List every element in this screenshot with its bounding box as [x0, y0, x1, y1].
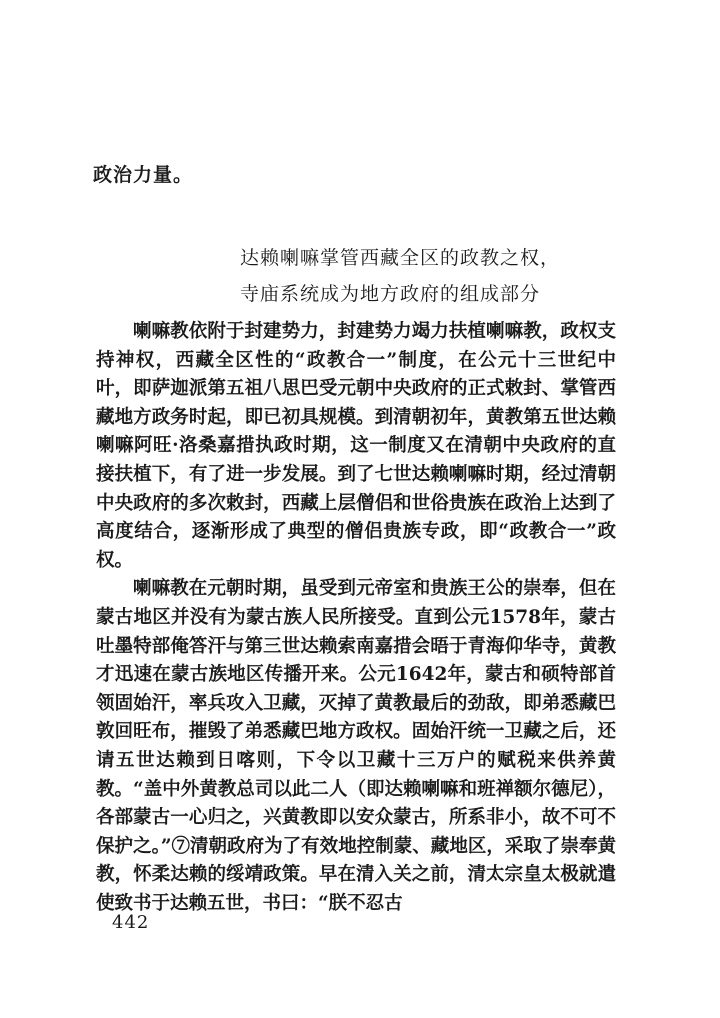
body-text — [96, 318, 616, 918]
lead-line: 政治力量。 — [93, 164, 194, 186]
section-heading-line-2: 寺庙系统成为地方政府的组成部分 — [239, 283, 540, 305]
section-heading-line-1: 达赖喇嘛掌管西藏全区的政教之权， — [239, 247, 560, 269]
page-number: 442 — [112, 912, 150, 933]
paragraph-1: 喇嘛教依附于封建势力，封建势力竭力扶植喇嘛教，政权支持神权，西藏全区性的“政教合一”制度，在公元十三世纪中叶，即萨迦派第五祖八思巴受元朝中央政府的正式敕封、掌管西藏地方政务时起，即已初具规模。到清朝初年，黄教第五世达赖喇嘛阿旺·洛桑嘉措执政时期，这一制度又在清朝中央政府的直接扶植下，有了进一步发展。到了七世达赖喇嘛时期，经过清朝中央政府的多次敕封，西藏上层僧侣和世俗贵族在政治上达到了高度结合，逐渐形成了典型的僧侣贵族专政，即“政教合一”政权。 — [96, 321, 616, 571]
paragraph-2: 喇嘛教在元朝时期，虽受到元帝室和贵族王公的崇奉，但在蒙古地区并没有为蒙古族人民所接受。直到公元1578年，蒙古吐墨特部俺答汗与第三世达赖索南嘉措会晤于青海仰华寺，黄教才迅速在蒙古族地区传播开来。公元1642年，蒙古和硕特部首领固始汗，率兵攻入卫藏，灭掉了黄教最后的劲敌，即弟悉藏巴敦回旺布，摧毁了弟悉藏巴地方政权。固始汗统一卫藏之后，还请五世达赖到日喀则，下令以卫藏十三万户的赋税来供养黄教。“盖中外黄教总司以此二人（即达赖喇嘛和班禅额尔德尼），各部蒙古一心归之，兴黄教即以安众蒙古，所系非小，故不可不保护之。”⑦清朝政府为了有效地控制蒙、藏地区，采取了崇奉黄教，怀柔达赖的绥靖政策。早在清入关之前，清太宗皇太极就遣使致书于达赖五世，书曰：“朕不忍古 — [96, 578, 616, 914]
